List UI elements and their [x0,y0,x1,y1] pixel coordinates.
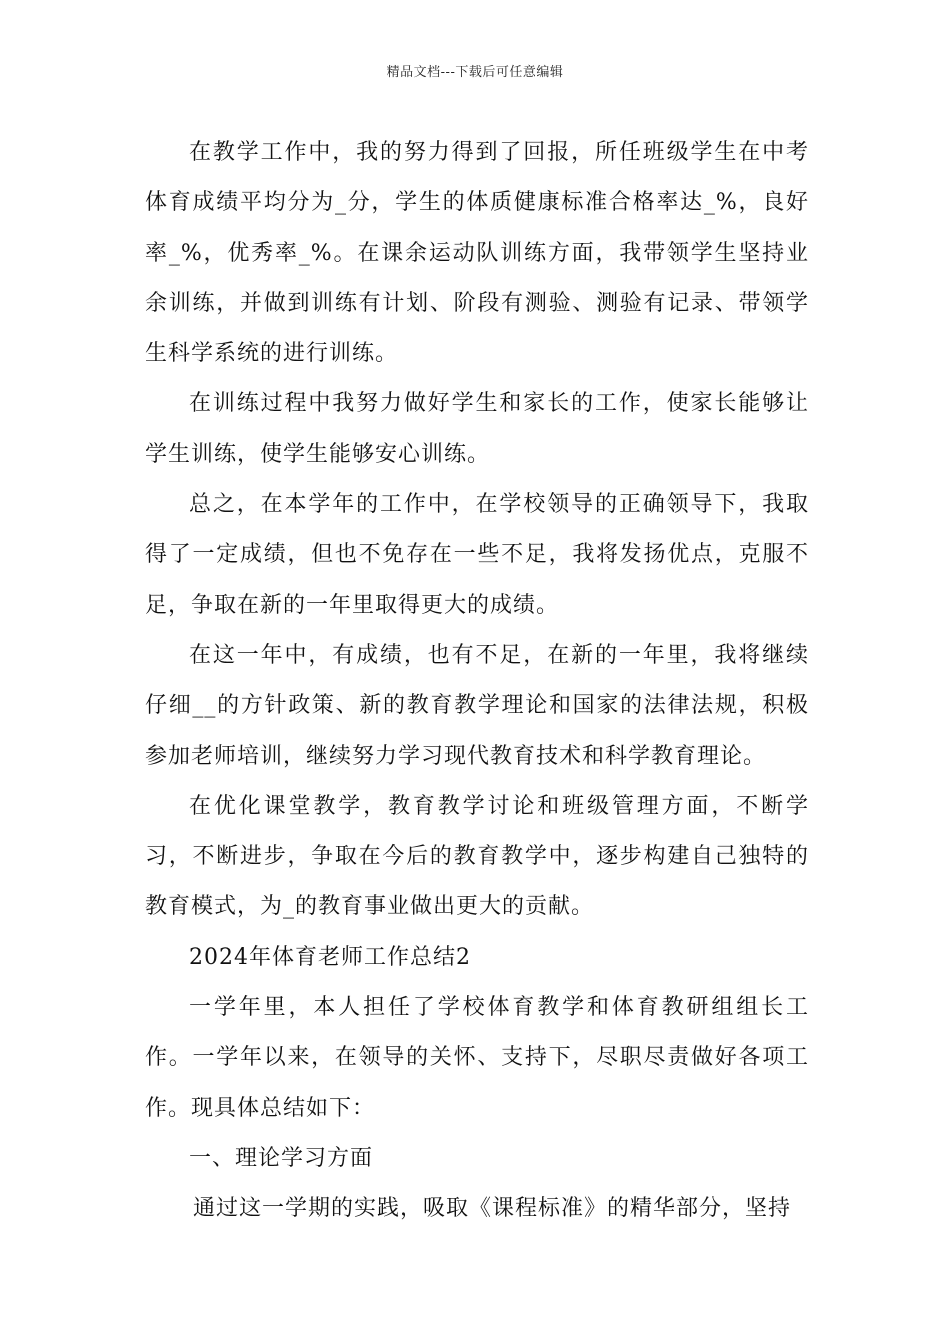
paragraph-training-process: 在训练过程中我努力做好学生和家长的工作，使家长能够让学生训练，使学生能够安心训练。 [145,391,809,467]
document-body [145,128,809,1235]
paragraph-classroom-optimization: 在优化课堂教学，教育教学讨论和班级管理方面，不断学习，不断进步，争取在今后的教育教学中，逐步构建自己独特的教育模式，为_的教育事业做出更大的贡献。 [145,793,809,920]
paragraph-summary: 总之，在本学年的工作中，在学校领导的正确领导下，我取得了一定成绩，但也不免存在一些不足，我将发扬优点，克服不足，争取在新的一年里取得更大的成绩。 [145,492,809,618]
paragraph-teaching-results: 在教学工作中，我的努力得到了回报，所任班级学生在中考体育成绩平均分为_分，学生的体质健康标准合格率达_%，良好率_%，优秀率_%。在课余运动队训练方面，我带领学生坚持业余训练，并做到训练有计划、阶段有测验、测验有记录、带领学生科学系统的进行训练。 [145,140,809,367]
section-title: 2024年体育老师工作总结2 [189,944,471,970]
paragraph-intro: 一学年里，本人担任了学校体育教学和体育教研组组长工作。一学年以来，在领导的关怀、支持下，尽职尽责做好各项工作。现具体总结如下： [145,995,809,1121]
subsection-heading: 一、理论学习方面 [189,1145,374,1171]
paragraph-theory-study: 通过这一学期的实践，吸取《课程标准》的精华部分，坚持 [193,1196,792,1222]
page-header: 精品文档---下载后可任意编辑 [386,65,564,80]
paragraph-next-year: 在这一年中，有成绩，也有不足，在新的一年里，我将继续仔细__的方针政策、新的教育教学理论和国家的法律法规，积极参加老师培训，继续努力学习现代教育技术和科学教育理论。 [145,642,809,769]
